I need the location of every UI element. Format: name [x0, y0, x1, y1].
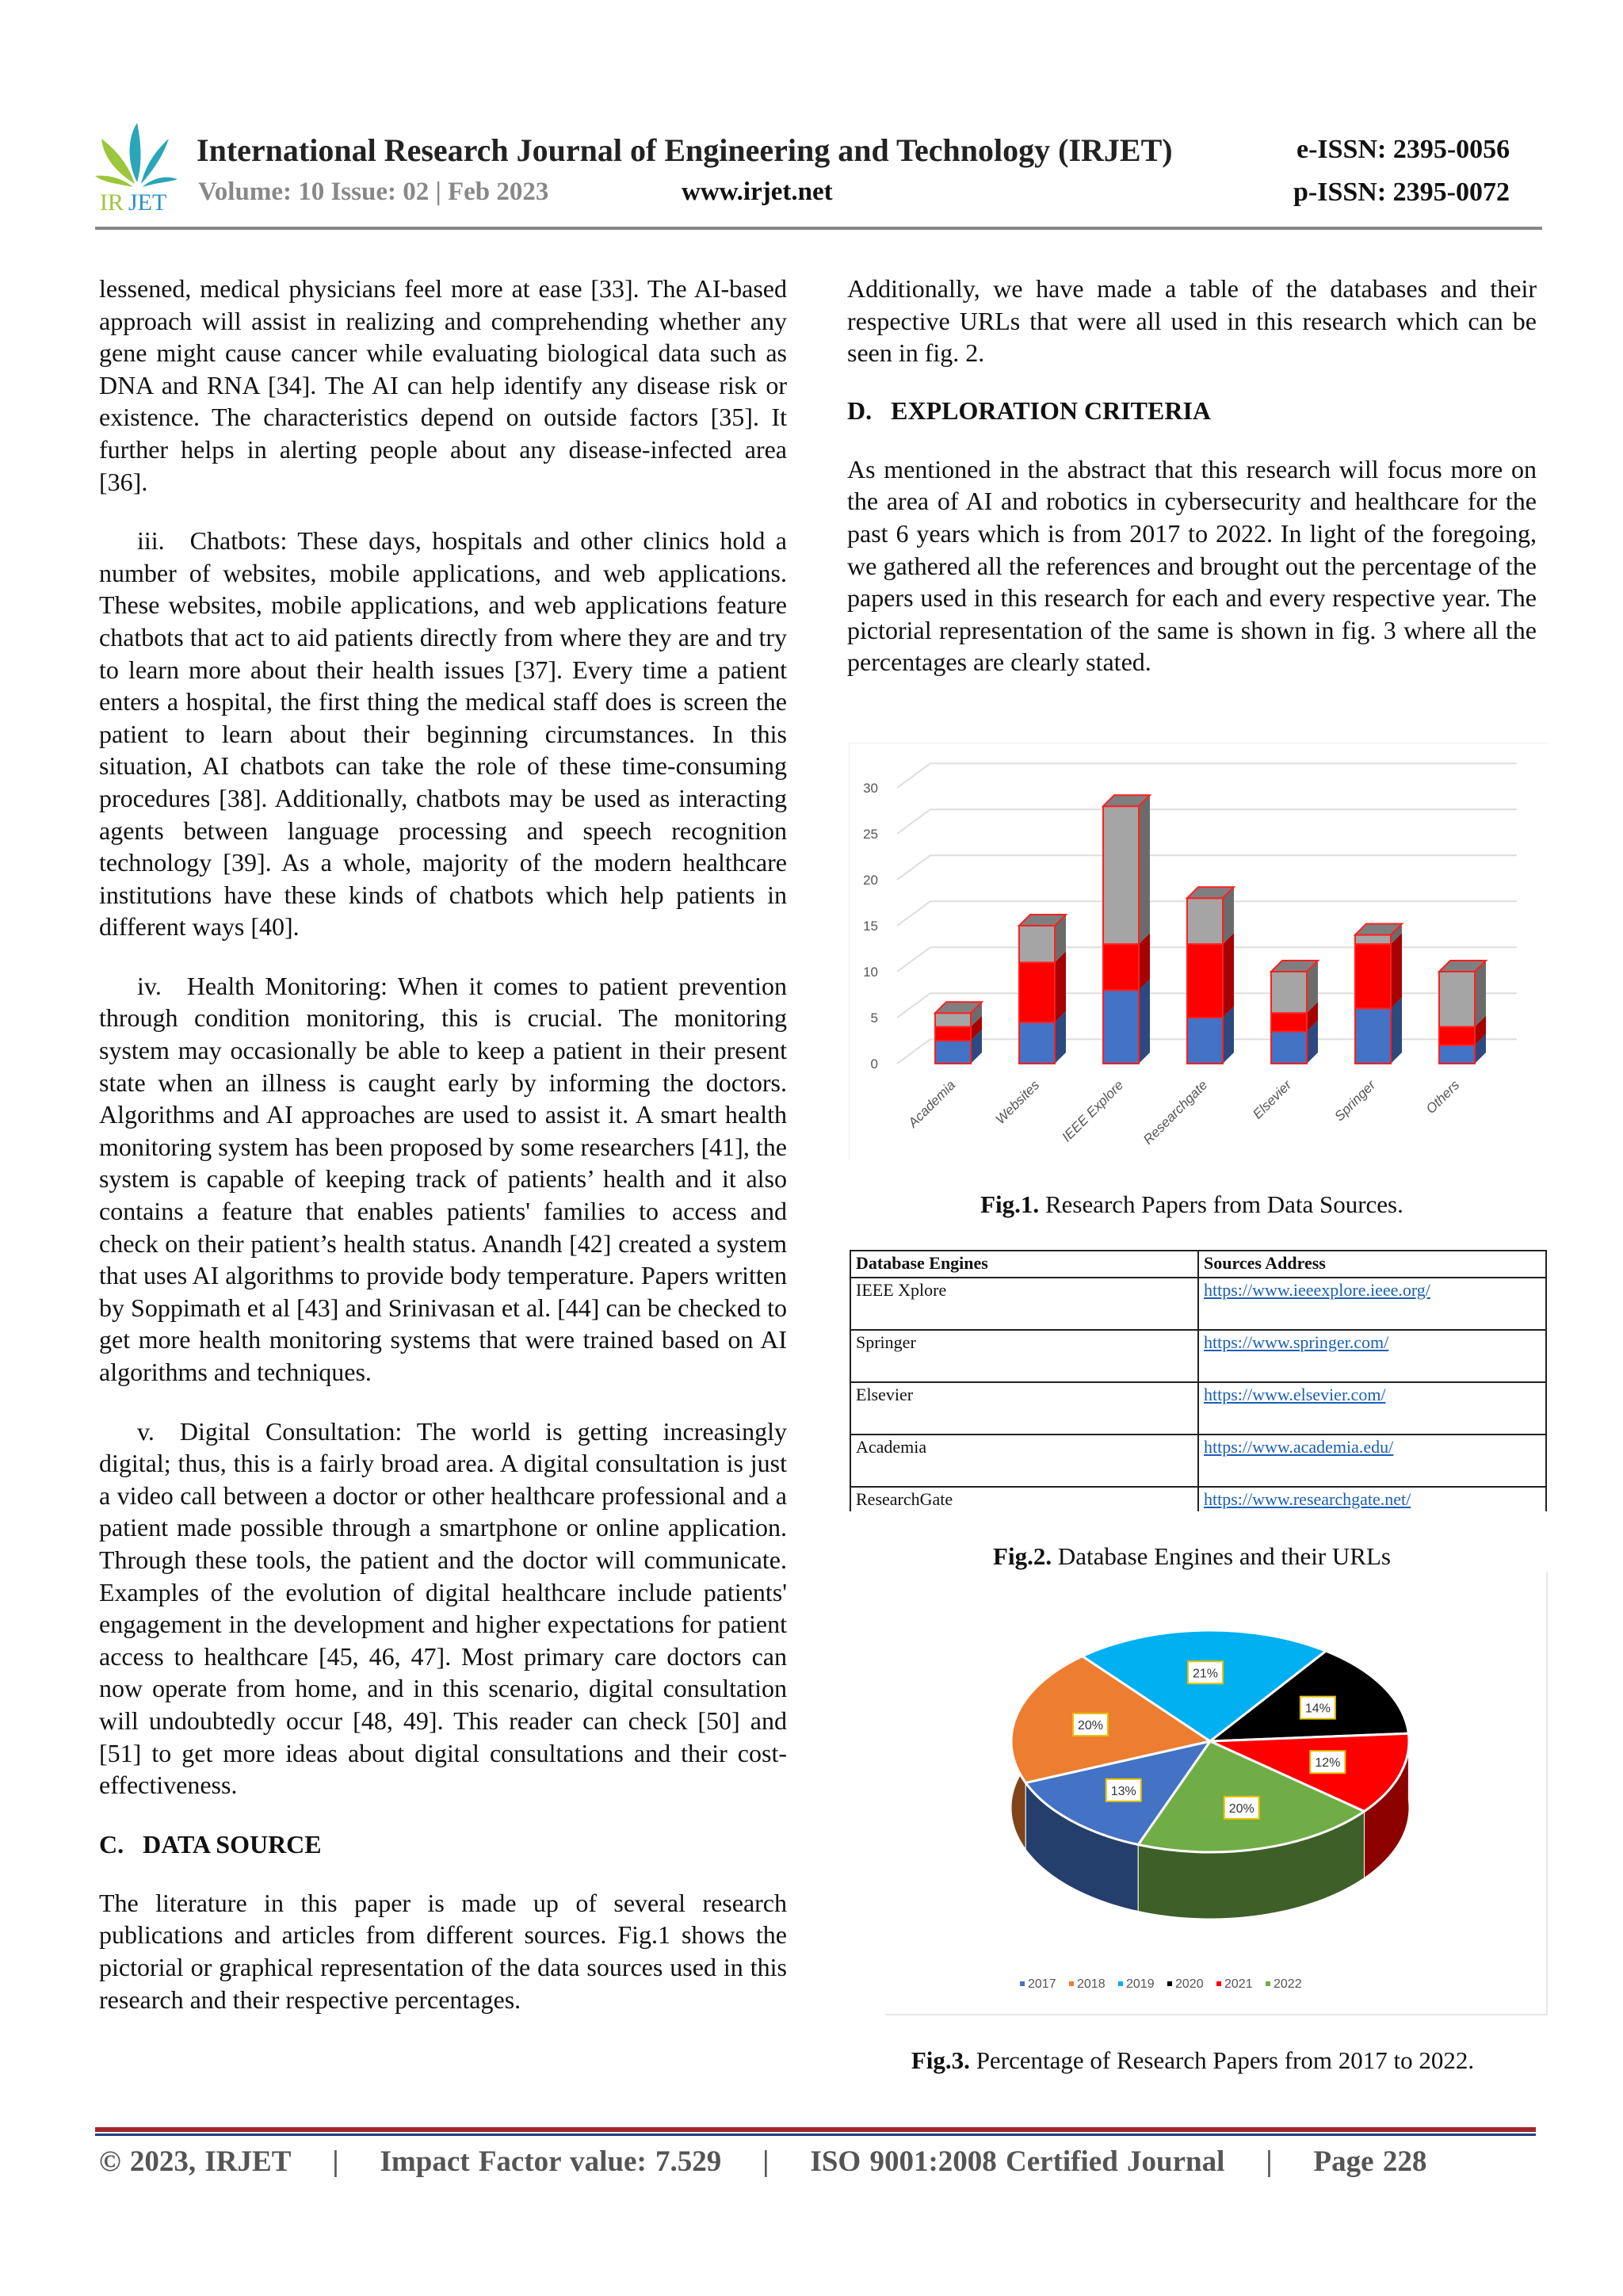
bar-segment — [1271, 1031, 1307, 1064]
paragraph: Additionally, we have made a table of the databases and their respective URLs that were all used in this research which can be seen in fig. 2. — [847, 274, 1537, 368]
footer-divider — [95, 2127, 1536, 2132]
fig3-caption — [896, 2045, 1490, 2076]
y-tick-label: 30 — [863, 781, 878, 796]
source-link[interactable]: https://www.springer.com/ — [1204, 1332, 1389, 1352]
e-issn: e-ISSN: 2395-0056 — [1296, 135, 1510, 164]
fig2-label: Fig.2. — [993, 1542, 1052, 1570]
y-tick-label: 25 — [863, 827, 878, 842]
engine-name: ResearchGate — [850, 1487, 1198, 1511]
footer — [99, 2145, 1426, 2179]
engine-name: Springer — [850, 1330, 1198, 1382]
gridline-diagonal — [897, 901, 930, 926]
data-label: 21% — [1193, 1667, 1219, 1681]
y-tick-label: 15 — [863, 919, 878, 934]
paragraph-exploration: As mentioned in the abstract that this research will focus more on the area of AI and robotics in cybersecurity and healthcare for the past 6 years which is from 2017 to 2022. In light of the foregoing, we gathered all the references and brought out the percentage of the papers used in this research for each and every respective year. The pictorial representation of the same is shown in fig. 3 where all the percentages are clearly stated. — [847, 454, 1537, 677]
p-issn: p-ISSN: 2395-0072 — [1293, 178, 1510, 207]
bar-side — [1139, 795, 1150, 944]
legend-label: 2022 — [1274, 1977, 1302, 1991]
footer-divider — [95, 2134, 1536, 2136]
legend-swatch — [1069, 1981, 1074, 1986]
paragraph-digital-consultation: v. Digital Consultation: The world is getting increasingly digital; thus, this is a fairly broad area. A digital consultation is just a video call between a doctor or other healthcare professional and a patient made possible through a smartphone or online application. Through these tools, the patient and the doctor will communicate. Examples of the evolution of digital healthcare include patients' engagement in the development and higher expectations for patient access to healthcare [45, 46, 47]. Most primary care doctors can now operate from home, and in this scenario, digital consultation will undoubtedly occur [48, 49]. This reader can check [50] and [51] to get more ideas about digital consultations and their cost-effectiveness. — [99, 1416, 787, 1800]
y-tick-label: 20 — [863, 873, 878, 888]
x-tick-label: Researchgate — [1140, 1077, 1211, 1148]
separator: | — [762, 2145, 769, 2178]
pie-chart-figure — [885, 1572, 1548, 2015]
engine-name: Elsevier — [850, 1382, 1198, 1435]
left-column — [99, 273, 787, 2015]
journal-title: International Research Journal of Engineering and Technology (IRJET) — [197, 132, 1173, 168]
bar-segment — [935, 1041, 971, 1064]
gridline-diagonal — [897, 993, 930, 1018]
bar-segment — [1439, 1027, 1475, 1045]
x-tick-label: Websites — [992, 1077, 1043, 1128]
journal-website[interactable]: www.irjet.net — [682, 178, 833, 206]
x-tick-label: Academia — [905, 1077, 959, 1131]
iso-certification: ISO 9001:2008 Certified Journal — [810, 2145, 1225, 2178]
legend-label: 2018 — [1077, 1977, 1106, 1991]
bar-side — [1055, 951, 1066, 1022]
separator: | — [332, 2145, 339, 2178]
legend-swatch — [1020, 1981, 1025, 1986]
pie-chart — [885, 1572, 1546, 2014]
bar-chart — [850, 743, 1549, 1159]
bar-segment — [1355, 944, 1391, 1008]
table-row — [850, 1382, 1546, 1435]
bar-segment — [1103, 806, 1139, 944]
legend-label: 2017 — [1028, 1977, 1056, 1991]
y-tick-label: 0 — [870, 1056, 878, 1072]
paragraph-data-source: The literature in this paper is made up of several research publications and articles from different sources. Fig.1 shows the pictorial or graphical representation of the data sources used in this research and their respective percentages. — [99, 1888, 787, 2014]
gridline-diagonal — [897, 809, 930, 834]
header-cell: Sources Address — [1198, 1251, 1546, 1278]
legend-label: 2020 — [1175, 1977, 1204, 1991]
gridline-diagonal — [897, 947, 930, 972]
gridline-diagonal — [897, 855, 930, 880]
table-row — [850, 1278, 1546, 1330]
fig2-text: Database Engines and their URLs — [1052, 1542, 1391, 1570]
database-table — [850, 1250, 1547, 1511]
table-row — [850, 1330, 1546, 1382]
legend-swatch — [1167, 1981, 1172, 1986]
bar-segment — [1271, 1013, 1307, 1031]
bar-segment — [1187, 1018, 1223, 1064]
table-header-row — [850, 1251, 1546, 1278]
fig3-text: Percentage of Research Papers from 2017 to 2022. — [969, 2046, 1475, 2074]
section-heading-exploration-criteria: D. EXPLORATION CRITERIA — [847, 395, 1212, 425]
bar-segment — [1103, 990, 1139, 1064]
source-link[interactable]: https://www.ieeexplore.ieee.org/ — [1204, 1280, 1430, 1300]
bar-segment — [1019, 962, 1055, 1022]
bar-segment — [935, 1027, 971, 1041]
bar-segment — [1187, 944, 1223, 1018]
svg-text:JET: JET — [128, 189, 167, 214]
x-tick-label: IEEE Explore — [1059, 1077, 1127, 1145]
bar-segment — [935, 1013, 971, 1026]
header-divider — [95, 227, 1542, 230]
paragraph: lessened, medical physicians feel more at ease [33]. The AI-based approach will assist in realizing and comprehending whether any gene might cause cancer while evaluating biological data such as DNA and RNA [34]. The AI can help identify any disease risk or existence. The characteristics depend on outside factors [35]. It further helps in alerting people about any disease-infected area [36]. — [99, 274, 787, 496]
bar-chart-figure — [849, 743, 1549, 1159]
irjet-logo — [94, 119, 181, 214]
bar-side — [1139, 979, 1150, 1064]
bar-segment — [1019, 926, 1055, 962]
bar-side — [1391, 997, 1402, 1064]
fig2-caption — [847, 1541, 1537, 1572]
bar-side — [1391, 933, 1402, 1008]
source-link[interactable]: https://www.elsevier.com/ — [1204, 1385, 1386, 1404]
legend-swatch — [1216, 1981, 1221, 1986]
fig1-caption — [847, 1189, 1537, 1221]
header-cell: Database Engines — [850, 1251, 1198, 1278]
data-label: 12% — [1315, 1756, 1341, 1771]
separator: | — [1266, 2145, 1273, 2178]
table-row — [850, 1487, 1546, 1511]
x-tick-label: Elsevier — [1250, 1077, 1295, 1122]
bar-segment — [1187, 898, 1223, 944]
bar-segment — [1355, 1008, 1391, 1064]
data-label: 14% — [1304, 1702, 1331, 1716]
paragraph-health-monitoring: iv. Health Monitoring: When it comes to patient prevention through condition monitoring, this is crucial. The monitoring system may occasionally be able to keep a patient in their present state when an illness is caught early by informing the doctors. Algorithms and AI approaches are used to assist it. A smart health monitoring system has been proposed by some researchers [41], the system is capable of keeping track of patients’ health and it also contains a feature that enables patients' families to access and check on their patient’s health status. Anandh [42] created a system that uses AI algorithms to provide body temperature. Papers written by Soppimath et al [43] and Srinivasan et al. [44] can be checked to get more health monitoring systems that were trained based on AI algorithms and techniques. — [99, 971, 787, 1386]
paragraph-chatbots: iii. Chatbots: These days, hospitals and other clinics hold a number of websites, mobile applications, and web applications. These websites, mobile applications, and web applications feature chatbots that act to aid patients directly from where they are and try to learn more about their health issues [37]. Every time a patient enters a hospital, the first thing the medical staff does is screen the patient to learn about their beginning circumstances. In this situation, AI chatbots can take the role of these time-consuming procedures [38]. Additionally, chatbots may be used as interacting agents between language processing and speech recognition technology [39]. As a whole, majority of the modern healthcare institutions have these kinds of chatbots which help patients in different ways [40]. — [99, 526, 787, 942]
right-column-intro — [847, 273, 1537, 678]
source-link[interactable]: https://www.academia.edu/ — [1204, 1437, 1394, 1457]
fig3-label: Fig.3. — [911, 2046, 970, 2074]
logo-leaves-icon — [94, 119, 181, 214]
source-link[interactable]: https://www.researchgate.net/ — [1204, 1489, 1411, 1509]
bar-segment — [1439, 972, 1475, 1027]
volume-issue: Volume: 10 Issue: 02 | Feb 2023 — [198, 178, 549, 206]
engine-name: IEEE Xplore — [850, 1278, 1198, 1330]
x-tick-label: Others — [1423, 1077, 1463, 1117]
svg-text:IR: IR — [100, 189, 124, 214]
bar-segment — [1019, 1022, 1055, 1064]
impact-factor: Impact Factor value: 7.529 — [380, 2145, 722, 2178]
fig1-text: Research Papers from Data Sources. — [1039, 1190, 1403, 1218]
bar-segment — [1271, 972, 1307, 1013]
bar-segment — [1355, 935, 1391, 945]
x-tick-label: Springer — [1331, 1077, 1379, 1125]
data-label: 20% — [1228, 1801, 1254, 1816]
legend-swatch — [1266, 1981, 1270, 1986]
legend-label: 2019 — [1126, 1977, 1155, 1991]
fig1-label: Fig.1. — [980, 1190, 1040, 1218]
copyright: © 2023, IRJET — [99, 2145, 292, 2178]
section-heading-data-source: C. DATA SOURCE — [99, 1829, 322, 1859]
bar-side — [1223, 933, 1234, 1018]
bar-segment — [1103, 944, 1139, 990]
gridline-diagonal — [897, 1039, 930, 1064]
legend-label: 2021 — [1224, 1977, 1253, 1991]
bar-segment — [1439, 1045, 1475, 1064]
data-label: 20% — [1077, 1719, 1104, 1733]
gridline-diagonal — [897, 763, 930, 788]
page-number: Page 228 — [1313, 2145, 1427, 2178]
y-tick-label: 10 — [863, 965, 878, 980]
data-label: 13% — [1110, 1784, 1136, 1798]
engine-name: Academia — [850, 1435, 1198, 1487]
table-row — [850, 1435, 1546, 1487]
legend-swatch — [1118, 1981, 1123, 1986]
y-tick-label: 5 — [870, 1010, 878, 1026]
